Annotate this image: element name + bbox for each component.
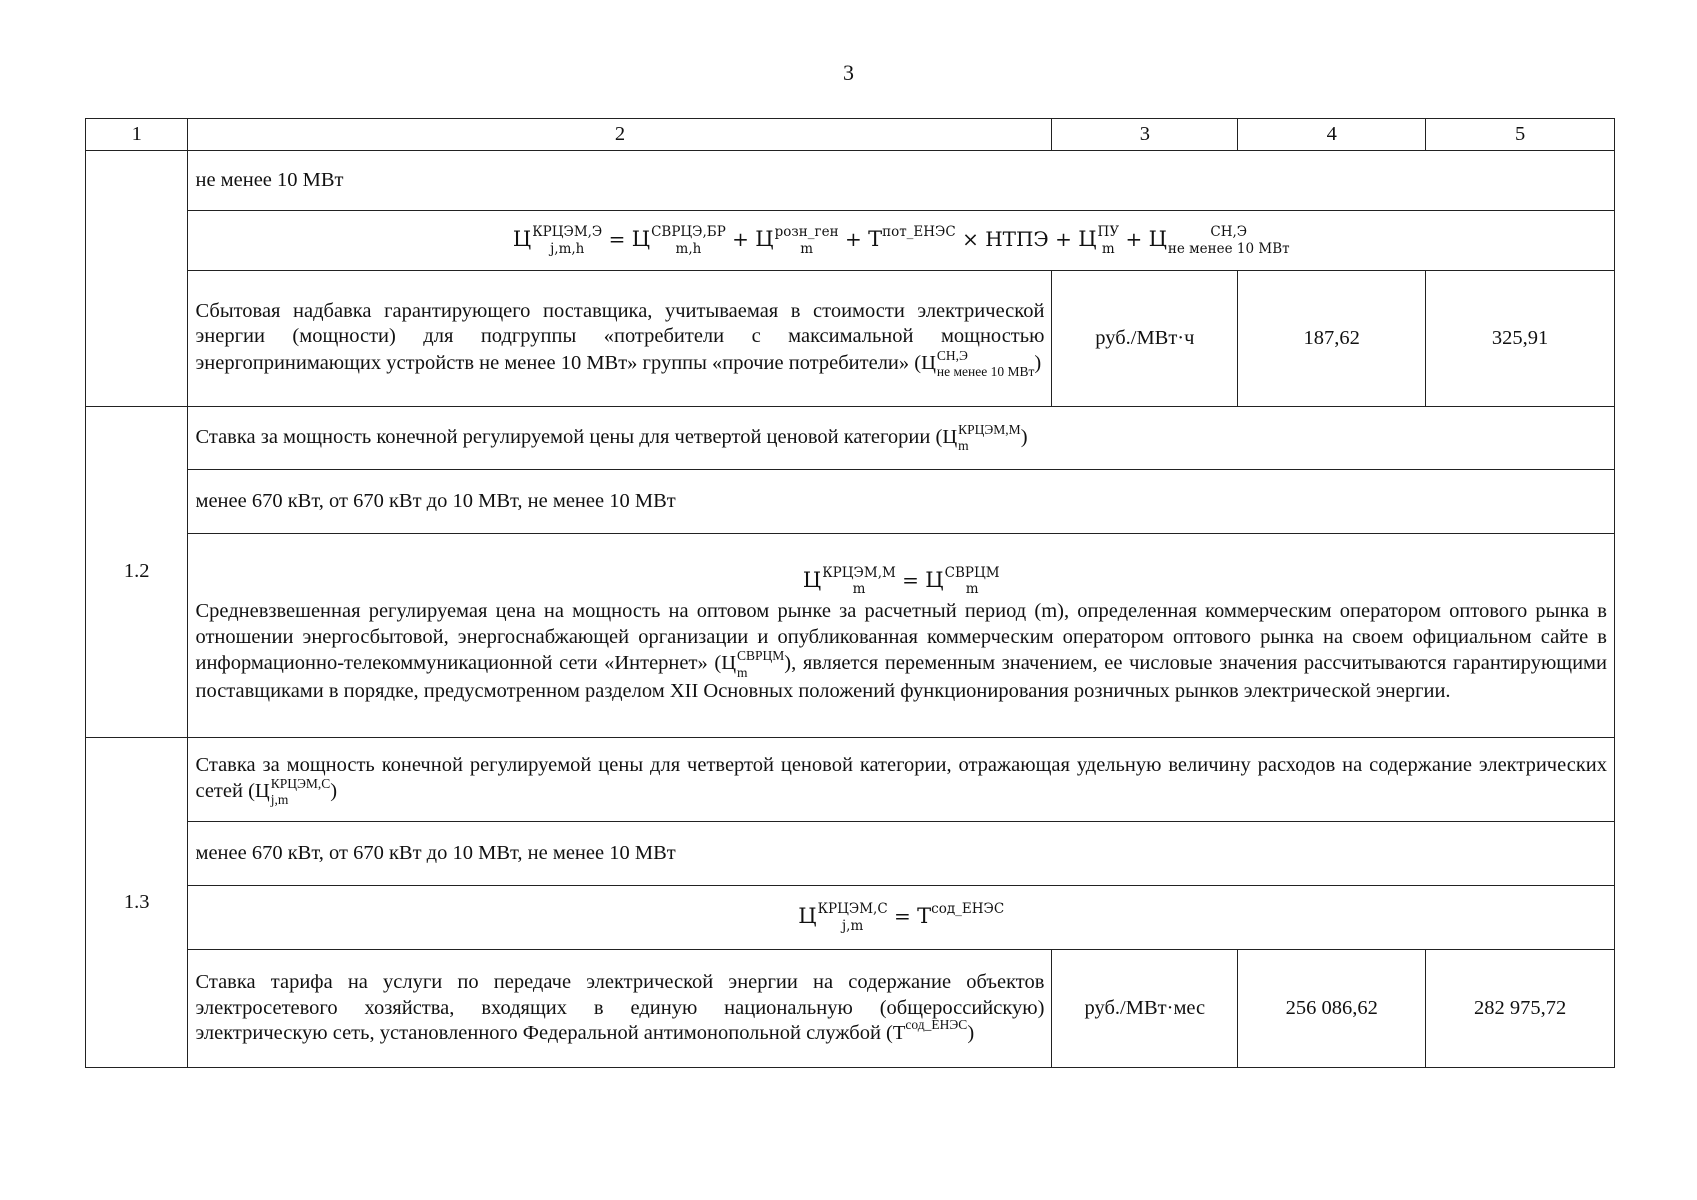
table-row <box>86 886 1615 950</box>
table-row <box>86 738 1615 822</box>
formula-cell: Ц КРЦЭМ,Э j,m,h = Ц СВРЦЭ,БР m,h + Ц розн_ген m + $Т^{пот\_ЕНЭС}$ × НТПЭ + Ц ПУ m + Ц СН,Э не менее 10 МВт <box>188 211 1615 271</box>
header-col-2: 2 <box>188 119 1052 151</box>
description-cell: Ставка тарифа на услуги по передаче электрической энергии на содержание объектов электросетевого хозяйства, входящих в единую национальную (общероссийскую) электрическую сеть, установленного Федеральной антимонопольной службой $(Т^{сод\_ЕНЭС})$ <box>188 950 1052 1068</box>
table-row <box>86 271 1615 407</box>
unit-cell: руб./МВт·ч <box>1052 271 1238 407</box>
table-row <box>86 151 1615 211</box>
tariff-table <box>85 118 1615 1068</box>
header-col-1: 1 <box>86 119 188 151</box>
formula-cell: Ц КРЦЭМ,С j,m = $Т^{сод\_ЕНЭС}$ <box>188 886 1615 950</box>
value-col-4: 256 086,62 <box>1238 950 1426 1068</box>
header-col-3: 3 <box>1052 119 1238 151</box>
header-col-4: 4 <box>1238 119 1426 151</box>
description-cell: Сбытовая надбавка гарантирующего поставщика, учитываемая в стоимости электрической энергии (мощности) для подгруппы «потребители с максимальной мощностью энергопринимающих устройств не менее 10 МВт» группы «прочие потребители» (Ц СН,Э не менее 10 МВт ) <box>188 271 1052 407</box>
formula: Ц КРЦЭМ,М m = Ц СВРЦМ m <box>802 564 1000 598</box>
table-row <box>86 407 1615 470</box>
value-col-4: 187,62 <box>1238 271 1426 407</box>
subgroup-cell: менее 670 кВт, от 670 кВт до 10 МВт, не менее 10 МВт <box>188 470 1615 534</box>
subgroup-cell: менее 670 кВт, от 670 кВт до 10 МВт, не менее 10 МВт <box>188 822 1615 886</box>
table-row <box>86 211 1615 271</box>
value-col-5: 325,91 <box>1426 271 1615 407</box>
table-row <box>86 534 1615 738</box>
subgroup-cell: не менее 10 МВт <box>188 151 1615 211</box>
table-row <box>86 470 1615 534</box>
unit-cell: руб./МВт·мес <box>1052 950 1238 1068</box>
title-cell: Ставка за мощность конечной регулируемой цены для четвертой ценовой категории (Ц КРЦЭМ,М m ) <box>188 407 1615 470</box>
page-number: 3 <box>843 60 854 85</box>
title-cell: Ставка за мощность конечной регулируемой цены для четвертой ценовой категории, отражающая удельную величину расходов на содержание электрических сетей (Ц КРЦЭМ,С j,m ) <box>188 738 1615 822</box>
row-number-1-2: 1.2 <box>86 407 188 738</box>
row-number-1-3: 1.3 <box>86 738 188 1068</box>
table-row <box>86 822 1615 886</box>
header-col-5: 5 <box>1426 119 1615 151</box>
row-number-cell <box>86 151 188 407</box>
table-row <box>86 950 1615 1068</box>
table-header-row <box>86 119 1615 151</box>
value-col-5: 282 975,72 <box>1426 950 1615 1068</box>
formula-description-cell: Ц КРЦЭМ,М m = Ц СВРЦМ m Средневзвешенная регулируемая цена на мощность на оптовом рынке за расчетный период (m), определенная коммерческим оператором оптового рынка в отношении энергосбытовой, энергоснабжающей организации и опубликованная коммерческим оператором оптового рынка на своем официальном сайте в информационно-телекоммуникационной сети «Интернет» (Ц СВРЦМ m ), является переменным значением, ее числовые значения рассчитываются гарантирующими поставщиками в порядке, предусмотренном разделом XII Основных положений функционирования розничных рынков электрической энергии. <box>188 534 1615 738</box>
